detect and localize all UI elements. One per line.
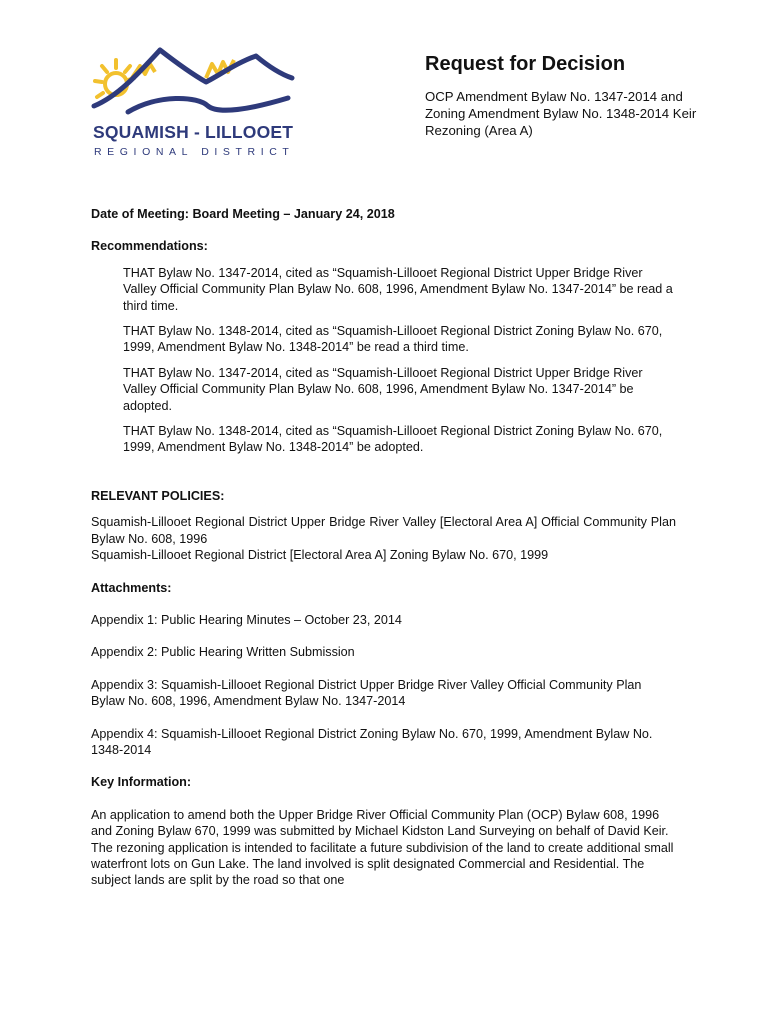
recommendation-item: THAT Bylaw No. 1347-2014, cited as “Squamish-Lillooet Regional District Upper Bridge River Valley Official Community Plan Bylaw No. 608, 1996, Amendment Bylaw No. 1347-2014” be read a third time. <box>123 265 673 313</box>
attachment-item: Appendix 4: Squamish-Lillooet Regional District Zoning Bylaw No. 670, 1999, Amendment Bylaw No. 1348-2014 <box>91 726 653 757</box>
document-body <box>91 206 676 889</box>
recommendation-item: THAT Bylaw No. 1347-2014, cited as “Squamish-Lillooet Regional District Upper Bridge River Valley Official Community Plan Bylaw No. 608, 1996, Amendment Bylaw No. 1347-2014” be adopted. <box>123 365 643 413</box>
key-info-heading: Key Information: <box>91 775 192 790</box>
page-subject: OCP Amendment Bylaw No. 1347-2014 and Zoning Amendment Bylaw No. 1348-2014 Keir Rezoning (Area A) <box>425 89 697 138</box>
policy-item: Squamish-Lillooet Regional District Upper Bridge River Valley [Electoral Area A] Official Community Plan Bylaw No. 608, 1996 <box>91 515 676 546</box>
attachment-item: Appendix 3: Squamish-Lillooet Regional District Upper Bridge River Valley Official Community Plan Bylaw No. 608, 1996, Amendment Bylaw No. 1347-2014 <box>91 677 642 709</box>
recommendation-item: THAT Bylaw No. 1348-2014, cited as “Squamish-Lillooet Regional District Zoning Bylaw No. 670, 1999, Amendment Bylaw No. 1348-2014” be adopted. <box>123 424 663 455</box>
srd-logo <box>88 44 298 164</box>
attachment-item: Appendix 1: Public Hearing Minutes – October 23, 2014 <box>91 612 402 627</box>
sun-mountain-icon <box>88 44 298 124</box>
page-title: Request for Decision <box>425 53 626 75</box>
policy-item: Squamish-Lillooet Regional District [Electoral Area A] Zoning Bylaw No. 670, 1999 <box>91 548 549 563</box>
recommendation-item: THAT Bylaw No. 1348-2014, cited as “Squamish-Lillooet Regional District Zoning Bylaw No. 670, 1999, Amendment Bylaw No. 1348-2014” be read a third time. <box>123 324 663 355</box>
attachment-item: Appendix 2: Public Hearing Written Submission <box>91 645 355 660</box>
logo-subtitle: REGIONAL DISTRICT <box>94 146 295 158</box>
meeting-date: Date of Meeting: Board Meeting – January 24, 2018 <box>91 207 395 221</box>
attachments-heading: Attachments: <box>91 580 172 595</box>
logo-name: SQUAMISH - LILLOOET <box>93 122 294 142</box>
key-info-text: An application to amend both the Upper Bridge River Official Community Plan (OCP) Bylaw 608, 1996 and Zoning Bylaw 670, 1999 was submitted by Michael Kidston Land Surveying on behalf of David Keir. The rezoning application is intended to facilitate a future subdivision of the land to create additional small waterfront lots on Gun Lake. The land involved is split designated Commercial and Residential. The subject lands are split by the road so that one <box>91 807 674 888</box>
policies-heading: RELEVANT POLICIES: <box>91 488 225 503</box>
recommendations-heading: Recommendations: <box>91 239 208 254</box>
